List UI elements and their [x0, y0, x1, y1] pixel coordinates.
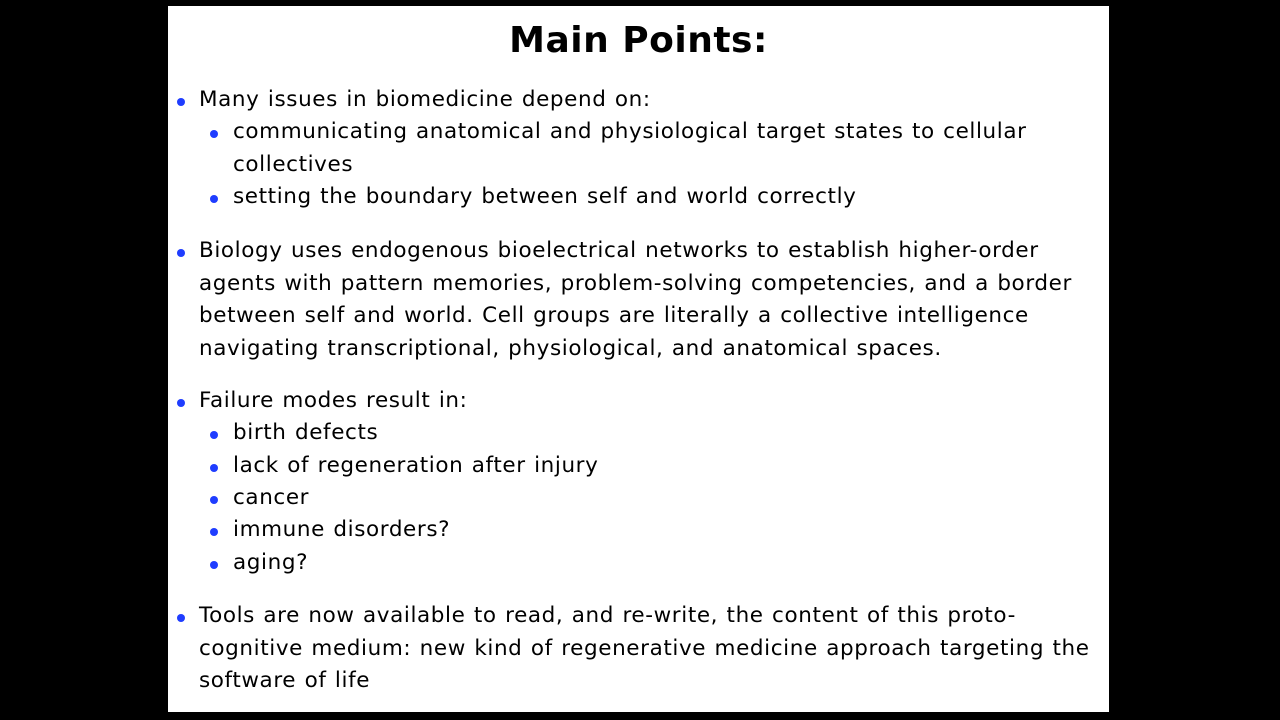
bullet-dot-icon: [210, 496, 218, 504]
sub-bullet-text: lack of regeneration after injury: [233, 453, 599, 478]
sub-bullet-text: birth defects: [233, 420, 379, 445]
bullet-dot-icon: [177, 399, 185, 407]
bullet-dot-icon: [210, 431, 218, 439]
bullet-dot-icon: [210, 464, 218, 472]
bullet-dot-icon: [210, 195, 218, 203]
sub-bullet-text: immune disorders?: [233, 517, 451, 542]
bullet-text: Failure modes result in:: [199, 388, 468, 413]
bullet-dot-icon: [177, 98, 185, 106]
sub-bullet-text: cancer: [233, 485, 310, 510]
slide-title: Main Points:: [509, 20, 768, 61]
bullet-text: Biology uses endogenous bioelectrical networks to establish higher-order agents with pattern memories, problem-solving competencies, and a border between self and world. Cell groups are literally a collective intelligence navigating transcriptional, physiological, and anatomical spaces.: [199, 238, 1072, 361]
bullet-dot-icon: [177, 249, 185, 257]
sub-bullet-text: communicating anatomical and physiological target states to cellular collectives: [233, 119, 1027, 177]
bullet-dot-icon: [210, 130, 218, 138]
bullet-text: Tools are now available to read, and re-write, the content of this proto- cognitive medium: new kind of regenerative medicine approach targeting the software of life: [199, 603, 1090, 693]
bullet-dot-icon: [210, 561, 218, 569]
sub-bullet-text: aging?: [233, 550, 309, 575]
bullet-list: [168, 6, 1109, 712]
slide: [168, 6, 1109, 712]
bullet-dot-icon: [177, 614, 185, 622]
bullet-dot-icon: [210, 528, 218, 536]
sub-bullet-text: setting the boundary between self and world correctly: [233, 184, 857, 209]
bullet-text: Many issues in biomedicine depend on:: [199, 87, 651, 112]
